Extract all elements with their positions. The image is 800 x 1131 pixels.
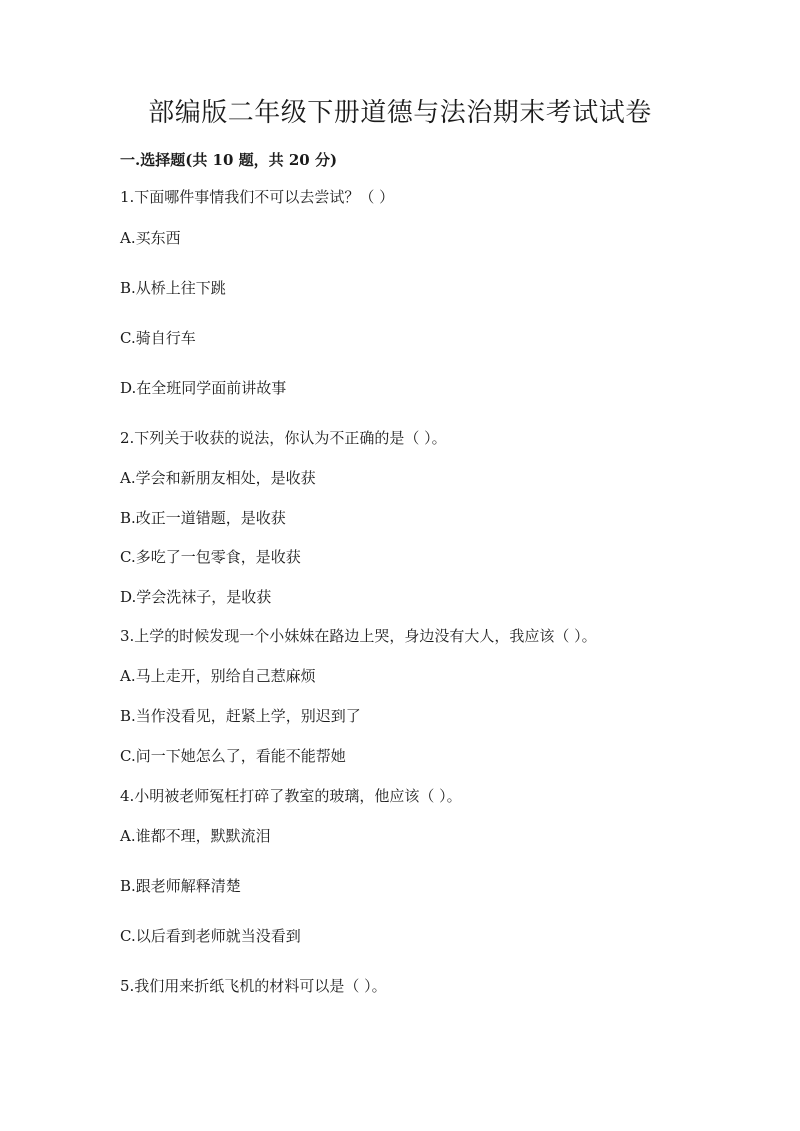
question-2-option-a: A.学会和新朋友相处，是收获 [120,469,316,487]
question-4-option-a: A.谁都不理，默默流泪 [120,827,271,845]
question-1-option-a: A.买东西 [120,229,181,247]
question-5-stem: 5.我们用来折纸飞机的材料可以是（ ）。 [120,977,387,995]
question-2-option-c: C.多吃了一包零食，是收获 [120,548,301,566]
question-4-stem: 4.小明被老师冤枉打碎了教室的玻璃，他应该（ ）。 [120,787,462,805]
document-title: 部编版二年级下册道德与法治期末考试试卷 [148,98,652,128]
question-1-stem: 1.下面哪件事情我们不可以去尝试？（ ） [120,188,395,206]
question-1-option-d: D.在全班同学面前讲故事 [120,379,287,397]
section-heading: 一.选择题(共 10 题，共 20 分) [120,151,338,169]
question-2-option-d: D.学会洗袜子，是收获 [120,588,272,606]
question-4-option-b: B.跟老师解释清楚 [120,877,241,895]
question-3-option-b: B.当作没看见，赶紧上学，别迟到了 [120,707,361,725]
question-2-stem: 2.下列关于收获的说法，你认为不正确的是（ ）。 [120,429,447,447]
question-3-option-a: A.马上走开，别给自己惹麻烦 [120,667,316,685]
question-3-option-c: C.问一下她怎么了，看能不能帮她 [120,747,346,765]
question-1-option-c: C.骑自行车 [120,329,196,347]
question-1-option-b: B.从桥上往下跳 [120,279,226,297]
question-4-option-c: C.以后看到老师就当没看到 [120,927,301,945]
question-3-stem: 3.上学的时候发现一个小妹妹在路边上哭，身边没有大人，我应该（ ）。 [120,627,597,645]
question-2-option-b: B.改正一道错题，是收获 [120,509,286,527]
